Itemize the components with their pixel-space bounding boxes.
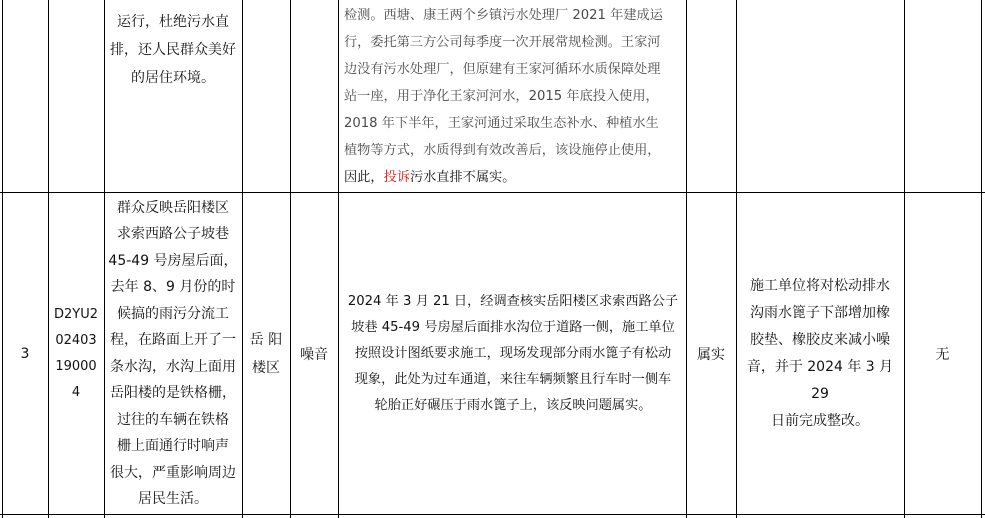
grid-line (981, 0, 982, 518)
pollution-type-cell (290, 193, 338, 514)
district-cell (242, 193, 290, 514)
verification-cell (340, 193, 686, 514)
verification-line: 检测。西塘、康王两个乡镇污水处理厂 2021 年建成运 (344, 7, 663, 23)
highlight-text: 投诉 (383, 169, 410, 185)
verification-line: 植物等方式，水质得到有效改善后，该设施停止使用， (344, 142, 661, 158)
rectification-cell (736, 193, 904, 514)
grid-line (0, 514, 985, 515)
verification-line: 站一座，用于净化王家河河水，2015 年底投入使用， (344, 88, 659, 104)
complaint-cell (104, 193, 242, 514)
rectification-text: 施工单位将对松动排水 沟雨水篦子下部增加橡 胶垫、橡胶皮来减小噪 音，并于 2024 年 3 月 29 日前完成整改。 (746, 277, 894, 429)
result-cell (686, 193, 736, 514)
verification-line: 行，委托第三方公司每季度一次开展常规检测。王家河 (344, 34, 661, 50)
remark-text: 无 (935, 346, 950, 363)
remark-cell (904, 193, 981, 514)
verification-line: 2018 年下半年，王家河通过采取生态补水、种植水生 (344, 115, 659, 131)
verification-line: 边没有污水处理厂，但原建有王家河循环水质保障处理 (344, 61, 661, 77)
top-verification-cell (340, 0, 686, 192)
grid-line (338, 0, 339, 518)
verification-line: 因此，投诉污水直排不属实。 (344, 169, 516, 185)
row-index: 3 (20, 345, 30, 362)
row-index-cell (2, 193, 48, 514)
top-complaint-cell (104, 0, 242, 100)
case-code-cell (48, 193, 104, 514)
complaint-text: 群众反映岳阳楼区 求索西路公子坡巷 45-49 号房屋后面， 去年 8、9 月份的时 候搞的雨污分流工 程，在路面上开了一 条水沟，水沟上面用 岳阳楼的是铁格栅， 过往的车辆在铁格 栅上面通行时响声 很大，严重影响周边 居民生活。 (108, 199, 238, 507)
pollution-type: 噪音 (300, 346, 328, 363)
top-verification-text (340, 2, 663, 191)
result-text: 属实 (697, 346, 725, 363)
case-code: D2YU2 02403 19000 4 (53, 306, 98, 400)
district-name: 岳 阳 楼区 (249, 331, 283, 376)
verification-text: 2024 年 3 月 21 日，经调查核实岳阳楼区求索西路公子 坡巷 45-49 号房屋后面排水沟位于道路一侧，施工单位 按照设计图纸要求施工，现场发现部分雨水篦子有松动 现象，此处为过车通道，来往车辆频繁且行车时一侧车 轮胎正好碾压于雨水篦子上，该反映问题属实。 (347, 293, 679, 413)
top-complaint-text: 运行，杜绝污水直 排，还人民群众美好 的居住环境。 (110, 14, 236, 86)
